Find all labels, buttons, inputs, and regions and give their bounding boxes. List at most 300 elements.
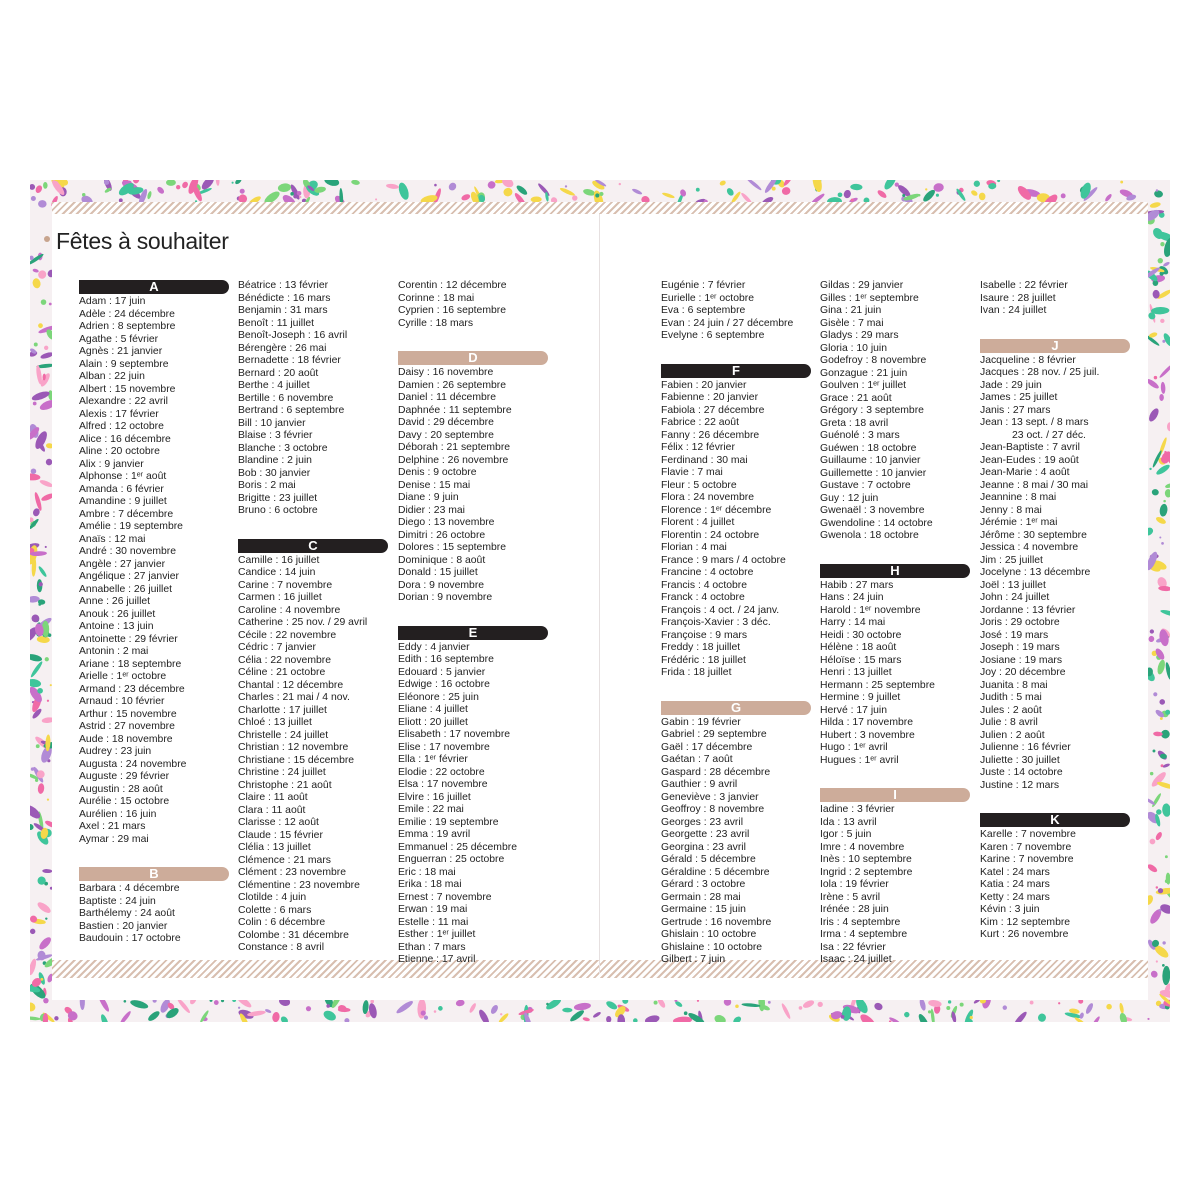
name-day-entry: Constance : 8 avril [238,942,325,953]
section-gap [661,680,811,701]
name-day-entry: Imre : 4 novembre [820,841,905,853]
name-day-entry: Gilles : 1ᵉʳ septembre [820,292,919,304]
leaf-shape [272,1012,281,1022]
name-day-entry: Blandine : 2 juin [238,455,312,466]
hatched-band-bottom [52,960,1148,978]
name-day-entry: Jordanne : 13 février [980,604,1076,616]
letter-header: J [980,339,1130,353]
name-day-entry: Gustave : 7 octobre [820,480,911,491]
name-day-entry: Irène : 5 avril [820,891,881,903]
name-day-entry: Arnaud : 10 février [79,696,165,707]
section-gap [238,518,388,539]
name-day-entry: Edith : 16 septembre [398,654,494,665]
name-day-entry: Audrey : 23 juin [79,746,152,757]
name-day-entry: Elise : 17 novembre [398,741,490,753]
berry-dot [30,929,35,934]
leaf-shape [559,187,575,197]
name-day-entry: Georgina : 23 avril [661,841,746,853]
name-day-entry: Hilda : 17 novembre [820,717,913,728]
berry-dot [960,1003,964,1007]
leaf-shape [1159,394,1164,401]
leaf-shape [30,823,34,831]
berry-dot [1158,888,1163,893]
berry-dot [697,1000,699,1002]
name-day-entry: Guillemette : 10 janvier [820,467,927,479]
berry-dot [1106,1004,1112,1010]
leaf-shape [31,390,51,403]
berry-dot [997,180,1000,182]
name-day-entry: Florentin : 24 octobre [661,529,760,541]
berry-dot [1160,242,1164,246]
leaf-shape [928,999,942,1008]
leaf-shape [1012,1010,1028,1022]
leaf-shape [802,999,815,1009]
name-day-entry: Elisabeth : 17 novembre [398,729,511,740]
name-day-entry: Gérald : 5 décembre [661,854,756,865]
name-day-entry: Gauthier : 9 avril [661,779,738,790]
leaf-shape [30,473,41,481]
name-day-entry: Chantal : 12 décembre [238,679,344,691]
berry-dot [299,196,301,198]
leaf-shape [1156,659,1166,675]
leaf-shape [873,1002,884,1012]
name-day-entry: Angèle : 27 janvier [79,558,166,570]
section-gap [980,792,1130,813]
name-day-entry: Jacques : 28 nov. / 25 juil. [980,367,1100,378]
name-day-entry: Hugues : 1ᵉʳ avril [820,754,899,766]
berry-dot [572,195,577,200]
name-day-entry: Hubert : 3 novembre [820,729,915,741]
name-day-entry: Arielle : 1ᵉʳ octobre [79,671,167,682]
name-day-entry: Diego : 13 novembre [398,517,495,528]
leaf-shape [1148,635,1155,642]
name-day-entry: Fabien : 20 janvier [661,379,747,391]
leaf-shape [1165,482,1170,488]
name-day-entry: Gwenaël : 3 novembre [820,505,925,516]
name-day-entry: Francis : 4 octobre [661,579,748,591]
leaf-shape [1037,1013,1046,1022]
berry-dot [565,185,567,187]
name-day-entry: Irma : 4 septembre [820,929,908,940]
name-day-entry: Justine : 12 mars [980,779,1060,791]
name-day-entry: Flavie : 7 mai [661,467,723,478]
name-day-entry: Jean-Eudes : 19 août [980,454,1079,466]
name-day-entry: Hermine : 9 juillet [820,692,901,703]
name-day-entry: Joseph : 19 mars [980,642,1060,653]
name-day-entry: Isaure : 28 juillet [980,292,1056,304]
leaf-shape [726,187,736,197]
name-day-entry: Gisèle : 7 mai [820,317,884,329]
name-day-entry: Auguste : 29 février [79,771,170,782]
name-day-entry: Astrid : 27 novembre [79,721,175,732]
berry-dot [1153,692,1157,696]
name-day-entry: Cyprien : 16 septembre [398,305,507,316]
name-day-entry: Daisy : 16 novembre [398,367,494,378]
leaf-shape [447,181,457,192]
name-day-entry: Alexandre : 22 avril [79,396,168,407]
berry-dot [375,198,377,200]
leaf-shape [1154,831,1163,841]
name-day-entry: Geneviève : 3 janvier [661,791,759,803]
name-day-entry: Corentin : 12 décembre [398,280,507,291]
name-day-entry: Jacqueline : 8 février [980,354,1076,366]
name-day-entry: Jeannine : 8 mai [980,492,1057,503]
leaf-shape [30,613,41,624]
leaf-shape [147,191,153,200]
name-day-entry: Géraldine : 5 décembre [661,866,770,878]
berry-dot [1156,886,1158,888]
name-day-entry: Bernard : 20 août [238,367,319,379]
name-day-entry: Ivan : 24 juillet [980,305,1047,316]
leaf-shape [37,935,53,951]
name-day-entry: Gina : 21 juin [820,305,882,316]
name-day-entry: Amanda : 6 février [79,483,164,495]
name-day-entry: Annabelle : 26 juillet [79,583,173,595]
berry-dot [124,1000,127,1003]
name-day-entry: Katia : 24 mars [980,879,1050,890]
name-day-entry: Corinne : 18 mai [398,292,475,304]
name-day-entry: Albert : 15 novembre [79,383,176,395]
leaf-shape [323,180,340,188]
name-day-entry: Gabriel : 29 septembre [661,729,767,740]
name-day-entry: Iola : 19 février [820,879,889,890]
berry-dot [1150,629,1154,633]
leaf-shape [33,492,43,512]
leaf-shape [1146,863,1158,874]
name-day-entry: Erwan : 19 mai [398,904,468,915]
name-day-entry: Estelle : 11 mai [398,916,469,928]
name-day-entry: David : 29 décembre [398,417,494,428]
berry-dot [82,193,85,196]
name-day-entry: Gaspard : 28 décembre [661,766,771,778]
name-day-entry: Christian : 12 novembre [238,742,349,753]
name-day-entry: Axel : 21 mars [79,821,146,832]
name-day-entry: Julie : 8 avril [980,717,1038,728]
leaf-shape [455,999,465,1007]
letter-header: G [661,701,811,715]
leaf-shape [277,183,291,193]
leaf-shape [719,180,727,186]
berry-dot [546,1003,549,1006]
name-day-entry: Augustin : 28 août [79,783,163,795]
berry-dot [654,1001,658,1005]
berry-dot [1165,710,1170,715]
berry-dot [1154,376,1157,379]
name-day-entry: Blaise : 3 février [238,430,313,441]
leaf-shape [970,189,978,197]
name-day-entry: Bruno : 6 octobre [238,505,318,516]
section-gap [980,318,1130,339]
berry-dot [1160,319,1164,323]
berry-dot [43,998,48,1003]
name-day-entry: Josiane : 19 mars [980,654,1063,666]
names-column-3 [398,280,548,967]
name-day-entry: Igor : 5 juin [820,829,872,840]
name-day-entry: Elsa : 17 novembre [398,779,488,790]
name-day-entry: Elvire : 16 juillet [398,791,471,803]
berry-dot [1162,340,1165,343]
name-day-entry: Barbara : 4 décembre [79,883,180,894]
name-day-entry: Jean : 13 sept. / 8 mars [980,417,1089,428]
name-day-entry: Ethan : 7 mars [398,941,466,953]
berry-dot [326,1004,330,1008]
name-day-entry: John : 24 juillet [980,592,1050,603]
names-column-2 [238,280,388,955]
berry-dot [633,1018,638,1022]
name-day-entry: Ingrid : 2 septembre [820,866,913,878]
name-day-entry: Bertrand : 6 septembre [238,405,345,416]
name-day-entry: Juliette : 30 juillet [980,754,1060,766]
leaf-shape [166,180,176,186]
berry-dot [936,194,939,197]
page-fold [599,214,600,974]
berry-dot [33,402,37,406]
berry-dot [838,192,843,197]
name-day-entry: Colin : 6 décembre [238,917,326,928]
leaf-shape [234,180,242,185]
berry-dot [290,192,294,196]
name-day-entry: Ghislaine : 10 octobre [661,941,763,953]
leaf-shape [1151,792,1162,808]
leaf-shape [858,1012,878,1022]
name-day-entry: Jenny : 8 mai [980,504,1042,516]
berry-dot [38,323,43,328]
berry-dot [30,184,35,190]
name-day-entry: Anouk : 26 juillet [79,608,156,620]
name-day-entry: Guéwen : 18 octobre [820,442,917,454]
name-day-entry: Emilie : 19 septembre [398,816,499,828]
leaf-shape [503,187,513,197]
leaf-shape [592,1011,601,1019]
name-day-entry: Julien : 2 août [980,729,1045,741]
berry-dot [297,191,302,196]
name-day-entry: Adam : 17 juin [79,296,146,307]
name-day-entry: Damien : 26 septembre [398,379,507,391]
berry-dot [37,688,43,694]
name-day-entry: Barthélemy : 24 août [79,908,175,919]
name-day-entry: Anaïs : 12 mai [79,533,146,545]
leaf-shape [30,958,38,976]
name-day-entry: Antoine : 13 juin [79,621,154,632]
name-day-entry: Geoffroy : 8 novembre [661,804,765,815]
name-day-entry: Edwige : 16 octobre [398,679,490,690]
berry-dot [1150,772,1153,775]
name-day-entry: Amélie : 19 septembre [79,521,183,532]
page-title: Fêtes à souhaiter [56,228,229,254]
name-day-entry: Benoît : 11 juillet [238,317,315,329]
name-day-entry: Emma : 19 avril [398,829,471,840]
name-day-entry: Jim : 25 juillet [980,554,1043,566]
name-day-entry: Hervé : 17 juin [820,704,887,716]
berry-dot [47,700,49,702]
name-day-entry: Alban : 22 juin [79,371,145,382]
berry-dot [238,1007,240,1009]
name-day-entry: Dorian : 9 novembre [398,592,493,603]
berry-dot [1153,750,1156,753]
name-day-entry: Donald : 15 juillet [398,567,478,578]
name-day-entry: Eliane : 4 juillet [398,704,468,715]
berry-dot [44,346,48,350]
name-day-entry: François : 4 oct. / 24 janv. [661,604,780,616]
name-day-entry: Jérémie : 1ᵉʳ mai [980,517,1058,528]
berry-dot [41,299,47,305]
name-day-entry: Gloria : 10 juin [820,342,887,354]
leaf-shape [1160,382,1165,394]
name-day-entry: Benoît-Joseph : 16 avril [238,330,348,341]
name-day-entry: Amandine : 9 juillet [79,496,167,507]
name-day-entry: Baudouin : 17 octobre [79,933,181,944]
leaf-shape [1162,763,1170,769]
berry-dot [595,193,599,197]
name-day-entry: Eugénie : 7 février [661,280,746,291]
name-day-entry: 23 oct. / 27 déc. [1012,429,1086,441]
name-day-entry: Harry : 14 mai [820,617,886,628]
leaf-shape [30,653,43,663]
letter-header: I [820,788,970,802]
berry-dot [1156,189,1158,191]
berry-dot [176,185,180,189]
name-day-entry: Bastien : 20 janvier [79,920,168,932]
berry-dot [31,468,37,474]
leaf-shape [1079,1012,1085,1019]
leaf-shape [395,999,414,1015]
letter-header: B [79,867,229,881]
leaf-shape [582,188,595,197]
berry-dot [1156,809,1161,814]
name-day-entry: Clotilde : 4 juin [238,892,307,903]
leaf-shape [850,184,863,191]
leaf-shape [631,188,642,196]
name-day-entry: Jessica : 4 novembre [980,542,1079,553]
name-day-entry: Florence : 1ᵉʳ décembre [661,504,772,516]
berry-dot [1156,960,1158,962]
name-day-entry: Catherine : 25 nov. / 29 avril [238,617,368,628]
leaf-shape [43,182,48,189]
name-day-entry: Carine : 7 novembre [238,579,333,591]
name-day-entry: Jocelyne : 13 décembre [980,567,1091,578]
berry-dot [1120,181,1123,184]
name-day-entry: Carmen : 16 juillet [238,592,322,603]
section-gap [398,330,548,351]
name-day-entry: Erika : 18 mai [398,879,462,890]
berry-dot [36,744,40,748]
name-day-entry: Ghislain : 10 octobre [661,929,757,940]
leaf-shape [322,1009,338,1022]
name-day-entry: Guénolé : 3 mars [820,430,900,441]
name-day-entry: Clara : 11 août [238,804,306,816]
name-day-entry: Boris : 2 mai [238,480,296,491]
name-day-entry: Dominique : 8 août [398,554,486,566]
letter-header: C [238,539,388,553]
name-day-entry: Judith : 5 mai [980,692,1042,703]
name-day-entry: Joël : 13 juillet [980,579,1046,591]
name-day-entry: Bernadette : 18 février [238,355,341,366]
leaf-shape [147,1009,161,1022]
name-day-entry: Inès : 10 septembre [820,854,912,865]
leaf-shape [1167,422,1170,431]
leaf-shape [843,189,852,199]
name-day-entry: Katel : 24 mars [980,866,1050,878]
leaf-shape [37,783,44,794]
name-day-entry: Isaac : 24 juillet [820,954,892,965]
name-day-entry: Alix : 9 janvier [79,458,144,470]
leaf-shape [1162,803,1170,817]
leaf-shape [606,1016,611,1022]
name-day-entry: Armand : 23 décembre [79,683,185,695]
name-day-entry: Ketty : 24 mars [980,891,1050,903]
name-day-entry: Enguerran : 25 octobre [398,854,505,865]
name-day-entry: Clélia : 13 juillet [238,842,311,853]
name-day-entry: Isa : 22 février [820,941,886,953]
name-day-entry: Arthur : 15 novembre [79,708,177,720]
name-day-entry: Aurélien : 16 juin [79,808,157,820]
letter-header: K [980,813,1130,827]
berry-dot [240,189,245,194]
berry-dot [948,1000,951,1003]
name-day-entry: Ida : 13 avril [820,816,877,828]
name-day-entry: Ferdinand : 30 mai [661,454,748,466]
leaf-shape [979,192,986,200]
berry-dot [684,1011,688,1015]
name-day-entry: Bob : 30 janvier [238,467,311,479]
name-day-entry: Eddy : 4 janvier [398,641,470,653]
name-day-entry: Etienne : 17 avril [398,954,476,965]
berry-dot [970,1016,973,1019]
leaf-shape [417,999,426,1019]
name-day-entry: Ariane : 18 septembre [79,658,182,670]
name-day-entry: Daphnée : 11 septembre [398,404,512,416]
name-day-entry: Diane : 9 juin [398,492,459,503]
berry-dot [47,799,49,801]
name-day-entry: Déborah : 21 septembre [398,442,511,453]
name-day-entry: Denis : 9 octobre [398,467,477,478]
leaf-shape [780,1003,791,1020]
leaf-shape [1160,609,1170,618]
berry-dot [1158,258,1163,263]
berry-dot [599,192,603,196]
name-day-entry: Goulven : 1ᵉʳ juillet [820,380,907,391]
name-day-entry: Elodie : 22 octobre [398,766,485,778]
leaf-shape [811,180,823,193]
leaf-shape [351,180,360,186]
name-day-entry: Benjamin : 31 mars [238,305,328,316]
name-day-entry: Augusta : 24 novembre [79,758,187,770]
name-day-entry: Heidi : 30 octobre [820,629,902,641]
leaf-shape [129,998,149,1010]
berry-dot [928,1010,931,1013]
leaf-shape [500,180,515,189]
leaf-shape [36,900,52,915]
leaf-shape [1091,1016,1101,1022]
leaf-shape [1158,363,1170,379]
leaf-shape [38,200,47,208]
leaf-shape [746,180,763,191]
name-day-entry: Florian : 4 mai [661,542,727,553]
name-day-entry: Irénée : 28 juin [820,904,889,915]
berry-dot [293,194,297,198]
name-day-entry: Claude : 15 février [238,829,323,841]
name-day-entry: Clémence : 21 mars [238,854,331,866]
leaf-shape [132,180,140,184]
leaf-shape [1155,516,1167,526]
name-day-entry: Chloé : 13 juillet [238,717,312,728]
name-day-entry: James : 25 juillet [980,392,1058,403]
leaf-shape [156,186,165,195]
berry-dot [438,1006,443,1011]
name-day-entry: Harold : 1ᵉʳ novembre [820,604,921,616]
name-day-entry: Karelle : 7 novembre [980,829,1076,840]
berry-dot [925,188,927,190]
